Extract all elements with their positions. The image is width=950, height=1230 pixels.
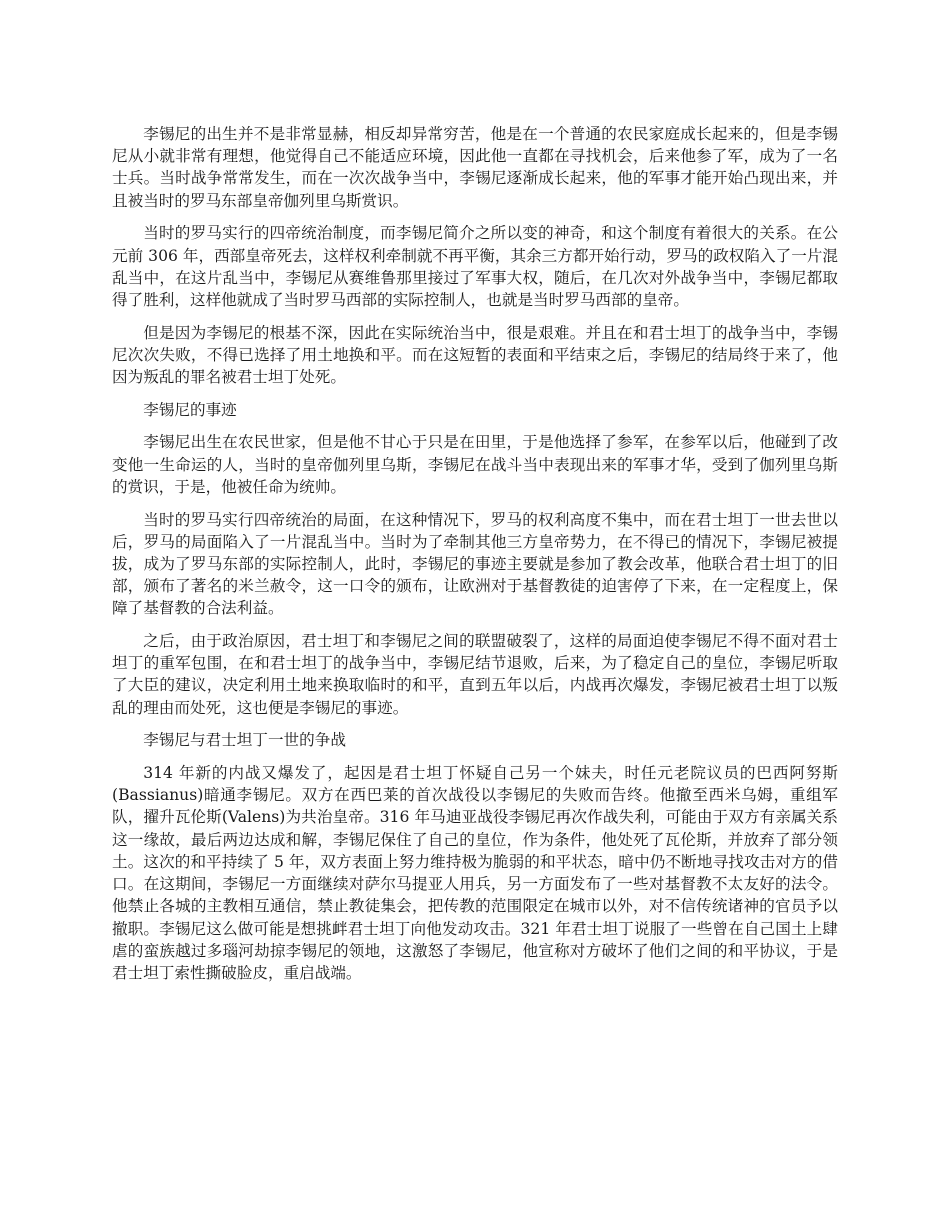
- paragraph-deeds-1: 李锡尼出生在农民世家，但是他不甘心于只是在田里，于是他选择了参军，在参军以后，他碰到了改变他一生命运的人，当时的皇帝伽列里乌斯，李锡尼在战斗当中表现出来的军事才华，受到了伽列里乌斯的赏识，于是，他被任命为统帅。: [112, 433, 838, 496]
- section-heading-deeds: 李锡尼的事迹: [143, 400, 237, 419]
- paragraph-deeds-2: 当时的罗马实行四帝统治的局面，在这种情况下，罗马的权利高度不集中，而在君士坦丁一世去世以后，罗马的局面陷入了一片混乱当中。当时为了牵制其他三方皇帝势力，在不得已的情况下，李锡尼被提拔，成为了罗马东部的实际控制人，此时，李锡尼的事迹主要就是参加了教会改革，他联合君士坦丁的旧部，颁布了著名的米兰赦令，这一口令的颁布，让欧洲对于基督教徒的迫害停了下来，在一定程度上，保障了基督教的合法利益。: [112, 510, 838, 618]
- paragraph-origin: 李锡尼的出生并不是非常显赫，相反却异常穷苦，他是在一个普通的农民家庭成长起来的，但是李锡尼从小就非常有理想，他觉得自己不能适应环境，因此他一直都在寻找机会，后来他参了军，成为了一名士兵。当时战争常常发生，而在一次次战争当中，李锡尼逐渐成长起来，他的军事才能开始凸现出来，并且被当时的罗马东部皇帝伽列里乌斯赏识。: [112, 125, 838, 210]
- paragraph-downfall: 但是因为李锡尼的根基不深，因此在实际统治当中，很是艰难。并且在和君士坦丁的战争当中，李锡尼次次失败，不得已选择了用土地换和平。而在这短暂的表面和平结束之后，李锡尼的结局终于来了，他因为叛乱的罪名被君士坦丁处死。: [112, 323, 838, 387]
- paragraph-tetrarchy: 当时的罗马实行的四帝统治制度，而李锡尼简介之所以变的神奇，和这个制度有着很大的关系。在公元前 306 年，西部皇帝死去，这样权利牵制就不再平衡，其余三方都开始行动，罗马的政权陷入了一片混乱当中，在这片乱当中，李锡尼从赛维鲁那里接过了军事大权，随后，在几次对外战争当中，李锡尼都取得了胜利，这样他就成了当时罗马西部的实际控制人，也就是当时罗马西部的皇帝。: [112, 224, 838, 309]
- paragraph-deeds-3: 之后，由于政治原因，君士坦丁和李锡尼之间的联盟破裂了，这样的局面迫使李锡尼不得不面对君士坦丁的重军包围，在和君士坦丁的战争当中，李锡尼结节退败，后来，为了稳定自己的皇位，李锡尼听取了大臣的建议，决定利用土地来换取临时的和平，直到五年以后，内战再次爆发，李锡尼被君士坦丁以叛乱的理由而处死，这也便是李锡尼的事迹。: [112, 632, 838, 717]
- paragraph-war-1: 314 年新的内战又爆发了，起因是君士坦丁怀疑自己另一个妹夫，时任元老院议员的巴西阿努斯(Bassianus)暗通李锡尼。双方在西巴莱的首次战役以李锡尼的失败而告终。他撤至西米乌姆，重组军队，擢升瓦伦斯(Valens)为共治皇帝。316 年马迪亚战役李锡尼再次作战失利，可能由于双方有亲属关系这一缘故，最后两边达成和解，李锡尼保住了自己的皇位，作为条件，他处死了瓦伦斯，并放弃了部分领土。这次的和平持续了 5 年，双方表面上努力维持极为脆弱的和平状态，暗中仍不断地寻找攻击对方的借口。在这期间，李锡尼一方面继续对萨尔马提亚人用兵，另一方面发布了一些对基督教不太友好的法令。他禁止各城的主教相互通信，禁止教徒集会，把传教的范围限定在城市以外，对不信传统诸神的官员予以撤职。李锡尼这么做可能是想挑衅君士坦丁向他发动攻击。321 年君士坦丁说服了一些曾在自己国土上肆虐的蛮族越过多瑙河劫掠李锡尼的领地，这激怒了李锡尼，他宣称对方破坏了他们之间的和平协议，于是君士坦丁索性撕破脸皮，重启战端。: [112, 764, 838, 982]
- document-body: [112, 123, 838, 995]
- section-heading-war: 李锡尼与君士坦丁一世的争战: [143, 731, 346, 750]
